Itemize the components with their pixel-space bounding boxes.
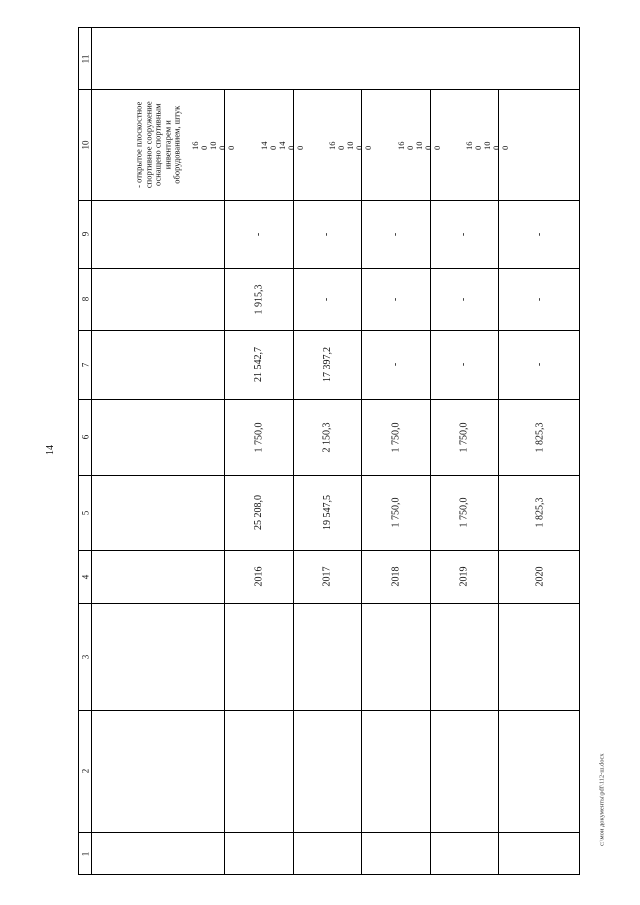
cell-col7-text: - [458,362,470,367]
column-number-4 [79,550,91,603]
column-number-3 [79,603,91,710]
cell-col10-value: 10 [482,141,492,150]
cell-col9-text: - [321,232,333,236]
cell-col10-value: 10 [414,141,424,150]
cell-col9-text: - [458,232,470,236]
column-number-1 [79,832,91,876]
cell-col10-value: 0 [432,145,442,150]
cell-col10-value: 0 [286,145,296,150]
cell-col6-text: 1 750,0 [390,422,401,452]
cell-year-text: 2016 [253,566,264,587]
cell-col6 [430,399,498,475]
column-number-11-text: 11 [79,54,90,63]
cell-col10-value: 10 [208,141,218,150]
cell-col8-text: - [390,297,401,301]
cell-col6 [293,399,361,475]
column-number-9-text: 9 [80,231,90,237]
cell-col10-value: 0 [405,145,415,150]
cell-col10-value: 10 [345,141,355,150]
cell-col10-value: 0 [354,145,364,150]
cell-col8-text: - [534,297,545,301]
column-number-8 [79,268,91,330]
cell-col7 [293,330,361,399]
cell-col9 [293,200,361,268]
page-number: 14 [44,445,56,455]
cell-year [430,550,498,603]
cell-year [361,550,430,603]
cell-col6-text: 1 825,3 [534,422,545,452]
cell-col6 [498,399,581,475]
rotated-table [78,27,580,875]
cell-col7-text: - [534,362,545,367]
cell-col10-value: 16 [327,141,337,150]
cell-col7 [498,330,581,399]
cell-col10-values [397,142,442,151]
cell-col10-value: 14 [277,141,287,150]
cell-col8-text: - [321,297,333,301]
cell-col5-text: 1 825,3 [534,497,545,528]
cell-year-text: 2017 [321,566,333,587]
cell-col5 [224,475,293,550]
cell-col8 [498,268,581,330]
cell-col10-value: 16 [396,141,406,150]
column-number-9 [79,200,91,268]
column-number-5 [79,475,91,550]
cell-year [293,550,361,603]
footer-file-path: c:\мои документы\pdf\112-ш.docx [598,753,606,847]
cell-col8-text: - [458,297,470,301]
cell-col10-value: 16 [464,141,474,150]
cell-col5-text: 25 208,0 [253,495,264,530]
cell-col10-values [465,142,510,151]
cell-col10-value: 0 [217,145,227,150]
cell-col5-text: 1 750,0 [458,497,470,528]
cell-col5 [498,475,581,550]
cell-year [498,550,581,603]
cell-col10-value: 0 [423,145,433,150]
column-number-7-text: 7 [80,362,90,367]
cell-col5 [430,475,498,550]
cell-col8 [361,268,430,330]
cell-col5 [361,475,430,550]
cell-col6-text: 1 750,0 [458,422,470,452]
column-number-6-text: 6 [80,434,90,440]
column-divider [79,832,579,833]
cell-col10-value: 0 [226,145,236,150]
cell-col6 [361,399,430,475]
column-number-6 [79,399,91,475]
cell-col7 [224,330,293,399]
cell-year-text: 2018 [390,566,401,587]
column-number-1-text: 1 [80,851,90,857]
cell-year-text: 2020 [534,566,545,587]
cell-col6 [224,399,293,475]
cell-col5-text: 19 547,5 [321,495,333,530]
cell-col6-text: 1 750,0 [253,422,264,452]
cell-col10-value: 0 [363,145,373,150]
cell-col9-text: - [534,232,545,236]
cell-col8 [293,268,361,330]
cell-col9 [224,200,293,268]
column-number-7 [79,330,91,399]
cell-col10-values [191,142,236,151]
column-number-5-text: 5 [80,510,90,515]
column-number-11 [79,28,91,89]
cell-col9-text: - [390,232,401,236]
column-number-3-text: 3 [80,654,90,659]
cell-col7-text: 21 542,7 [253,347,264,382]
cell-col10-value: 0 [199,145,209,150]
column-number-4-text: 4 [80,574,90,579]
cell-col10-value: 0 [336,145,346,150]
cell-col9 [430,200,498,268]
column-number-10-text: 10 [80,140,90,149]
cell-col5-text: 1 750,0 [390,497,401,528]
column-divider [79,710,579,711]
cell-col7-text: - [390,362,401,367]
cell-col10-values [328,142,373,151]
cell-col7 [430,330,498,399]
cell-col7-text: 17 397,2 [321,347,333,382]
cell-col10-value: 0 [268,145,278,150]
cell-col8-text: 1 915,3 [253,284,264,314]
cell-col10-values [260,142,305,151]
cell-col9 [498,200,581,268]
cell-year [224,550,293,603]
cell-col9-text: - [253,232,264,236]
cell-col10-value: 0 [500,145,510,150]
column-number-10 [79,89,91,200]
cell-col10 [464,89,581,200]
column-number-8-text: 8 [80,296,90,302]
cell-col10-value: 16 [190,141,200,150]
column-divider [79,603,579,604]
column-number-2-text: 2 [80,768,90,774]
cell-col10-value: 0 [491,145,501,150]
column-number-2 [79,710,91,832]
cell-col8 [430,268,498,330]
col10-description-text: - открытое плоскостное спортивное сооружение оснащено спортивным инвентарем и оборудованием, штук [132,101,181,188]
cell-year-text: 2019 [458,566,470,587]
cell-col5 [293,475,361,550]
cell-col6-text: 2 150,3 [321,422,333,452]
cell-col9 [361,200,430,268]
cell-col10-value: 0 [473,145,483,150]
cell-col7 [361,330,430,399]
cell-col10-value: 14 [259,141,269,150]
cell-col8 [224,268,293,330]
cell-col10-value: 0 [295,145,305,150]
